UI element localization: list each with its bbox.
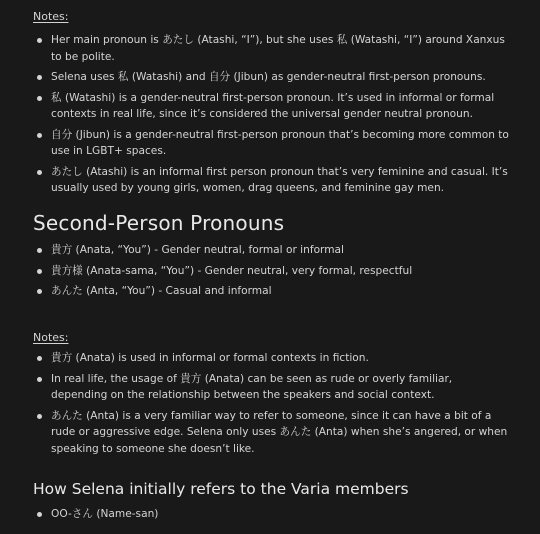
- list-item: あんた (Anta) is a very familiar way to refer to someone, since it can have a bit of a rude or aggressive edge. Selena only uses あんた (Anta) when she’s angered, or when speaking to someone she doesn’t like.: [33, 408, 511, 458]
- list-item: 貴方様 (Anata-sama, “You”) - Gender neutral, very formal, respectful: [33, 263, 511, 280]
- notes-list: [33, 32, 511, 201]
- list-item: 私 (Watashi) is a gender-neutral first-person pronoun. It’s used in informal or formal contexts in real life, since it’s considered the universal gender neutral pronoun.: [33, 90, 511, 123]
- pronoun-list: [33, 242, 511, 304]
- honorific-list: [33, 506, 511, 527]
- list-item: Selena uses 私 (Watashi) and 自分 (Jibun) as gender-neutral first-person pronouns.: [33, 69, 511, 86]
- list-item: あたし (Atashi) is an informal first person pronoun that’s very feminine and casual. It’s usually used by young girls, women, drag queens, and feminine gay men.: [33, 164, 511, 197]
- section-heading-varia: How Selena initially refers to the Varia members: [33, 480, 409, 498]
- section-heading-second-person: Second-Person Pronouns: [33, 211, 285, 235]
- list-item: 貴方 (Anata, “You”) - Gender neutral, formal or informal: [33, 242, 511, 259]
- list-item: あんた (Anta, “You”) - Casual and informal: [33, 283, 511, 300]
- list-item: 自分 (Jibun) is a gender-neutral first-person pronoun that’s becoming more common to use in LGBT+ spaces.: [33, 127, 511, 160]
- notes-label: Notes:: [33, 331, 69, 344]
- list-item: Her main pronoun is あたし (Atashi, “I”), but she uses 私 (Watashi, “I”) around Xanxus to be polite.: [33, 32, 511, 65]
- list-item: OO-さん (Name-san): [33, 506, 511, 523]
- list-item: 貴方 (Anata) is used in informal or formal contexts in fiction.: [33, 350, 511, 367]
- notes-label: Notes:: [33, 10, 69, 23]
- notes-list: [33, 350, 511, 461]
- list-item: In real life, the usage of 貴方 (Anata) can be seen as rude or overly familiar, depending on the relationship between the speakers and social context.: [33, 371, 511, 404]
